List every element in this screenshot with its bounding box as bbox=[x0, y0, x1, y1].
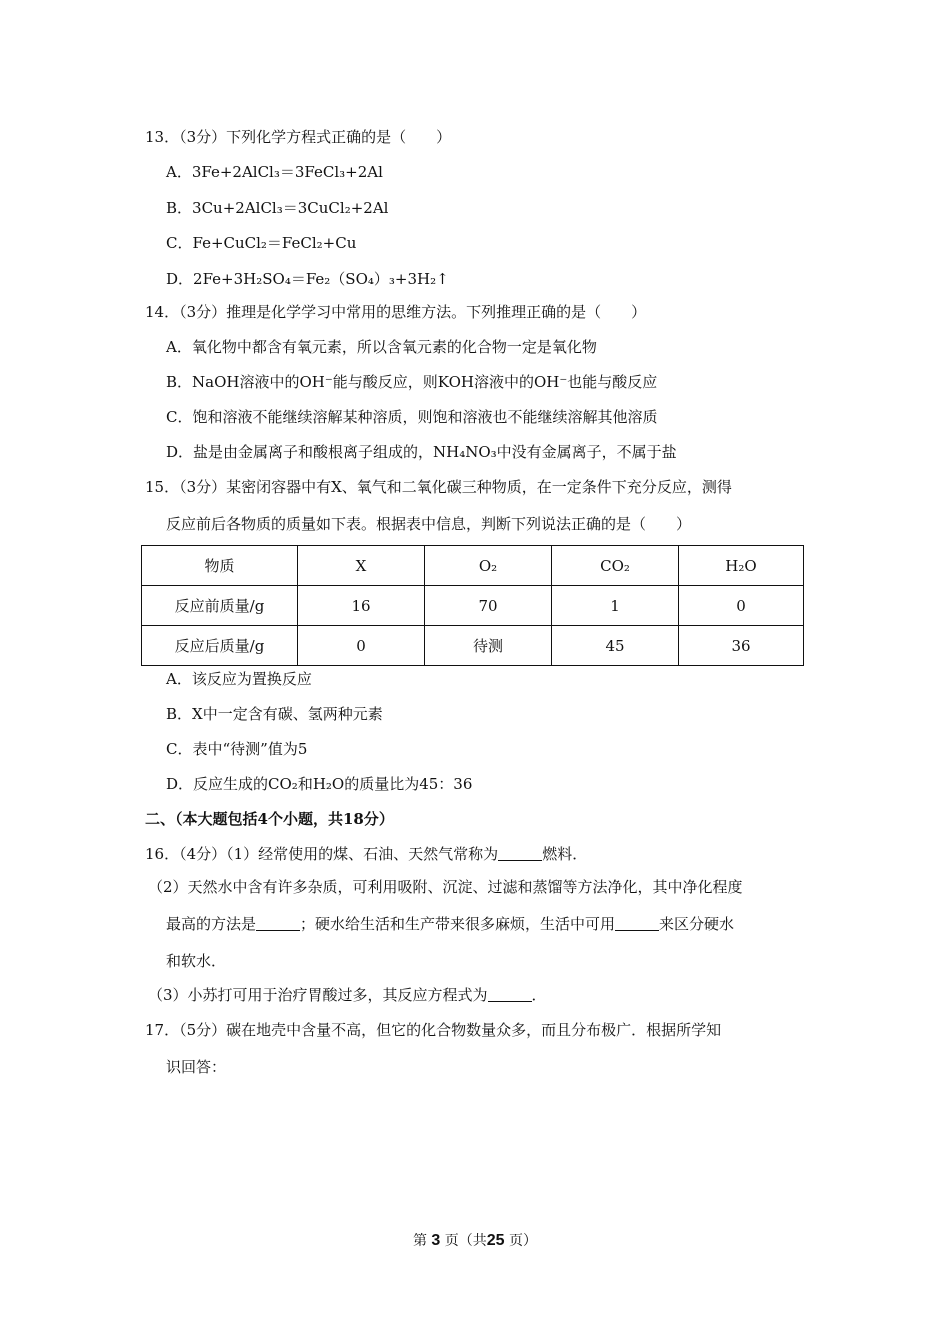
answer-blank[interactable] bbox=[615, 916, 659, 931]
table-row bbox=[142, 626, 804, 666]
table-cell: 反应后质量/g bbox=[142, 626, 298, 666]
q15-stem-line2: 反应前后各物质的质量如下表。根据表中信息，判断下列说法正确的是（ ） bbox=[166, 515, 692, 533]
table-header-cell: 物质 bbox=[142, 546, 298, 586]
answer-blank[interactable] bbox=[498, 846, 542, 861]
q13-option-c: C．Fe+CuCl₂＝FeCl₂+Cu bbox=[166, 234, 357, 252]
table-cell: 反应前质量/g bbox=[142, 586, 298, 626]
q16-text: ． bbox=[531, 986, 547, 1004]
table-cell: 待测 bbox=[425, 626, 552, 666]
q16-text: 来区分硬水 bbox=[659, 915, 735, 933]
q16-text: ；硬水给生活和生产带来很多麻烦，生活中可用 bbox=[300, 915, 616, 933]
q13-option-a: A．3Fe+2AlCl₃＝3FeCl₃+2Al bbox=[166, 163, 383, 181]
answer-blank[interactable] bbox=[256, 916, 300, 931]
q16-line4: 和软水． bbox=[166, 952, 227, 970]
table-cell: 0 bbox=[679, 586, 804, 626]
q16-line3 bbox=[166, 914, 734, 934]
q15-stem-line1: 15．（3分）某密闭容器中有X、氧气和二氧化碳三种物质，在一定条件下充分反应，测得 bbox=[145, 478, 732, 496]
q14-option-c: C．饱和溶液不能继续溶解某种溶质，则饱和溶液也不能继续溶解其他溶质 bbox=[166, 408, 658, 426]
footer-text: 页（共 bbox=[444, 1233, 487, 1249]
table-cell: 36 bbox=[679, 626, 804, 666]
q14-option-d: D．盐是由金属离子和酸根离子组成的，NH₄NO₃中没有金属离子，不属于盐 bbox=[166, 443, 677, 461]
table-header-cell: O₂ bbox=[425, 546, 552, 586]
table-cell: 0 bbox=[298, 626, 425, 666]
table-row bbox=[142, 586, 804, 626]
total-pages: 25 bbox=[486, 1232, 505, 1249]
footer-text: 页） bbox=[509, 1233, 538, 1249]
table-cell: 45 bbox=[552, 626, 679, 666]
q14-stem: 14．（3分）推理是化学学习中常用的思维方法。下列推理正确的是（ ） bbox=[145, 303, 647, 321]
q13-option-b: B．3Cu+2AlCl₃＝3CuCl₂+2Al bbox=[166, 199, 389, 217]
q16-line5 bbox=[148, 985, 547, 1005]
q16-text: 最高的方法是 bbox=[166, 915, 257, 933]
q16-text: （3）小苏打可用于治疗胃酸过多，其反应方程式为 bbox=[148, 986, 488, 1004]
table-header-row bbox=[142, 546, 804, 586]
q13-option-d: D．2Fe+3H₂SO₄＝Fe₂（SO₄）₃+3H₂↑ bbox=[166, 270, 449, 288]
q14-option-b: B．NaOH溶液中的OH⁻能与酸反应，则KOH溶液中的OH⁻也能与酸反应 bbox=[166, 373, 658, 391]
mass-table bbox=[141, 545, 804, 666]
q17-line1: 17．（5分）碳在地壳中含量不高，但它的化合物数量众多，而且分布极广．根据所学知 bbox=[145, 1021, 722, 1039]
q16-line1 bbox=[145, 844, 587, 864]
q13-stem: 13．（3分）下列化学方程式正确的是（ ） bbox=[145, 128, 452, 146]
page-number: 3 bbox=[431, 1232, 441, 1249]
table-header-cell: H₂O bbox=[679, 546, 804, 586]
q14-option-a: A．氧化物中都含有氧元素，所以含氧元素的化合物一定是氧化物 bbox=[166, 338, 597, 356]
q16-text: 16．（4分）（1）经常使用的煤、石油、天然气常称为 bbox=[145, 845, 499, 863]
section-heading: 二、（本大题包括4个小题，共18分） bbox=[145, 810, 394, 828]
q17-line2: 识回答： bbox=[166, 1058, 227, 1076]
q15-option-a: A．该反应为置换反应 bbox=[166, 670, 312, 688]
table-cell: 70 bbox=[425, 586, 552, 626]
q16-text: 燃料． bbox=[542, 845, 588, 863]
q15-option-d: D．反应生成的CO₂和H₂O的质量比为45：36 bbox=[166, 775, 473, 793]
page-footer bbox=[0, 1230, 950, 1250]
table-header-cell: CO₂ bbox=[552, 546, 679, 586]
table-cell: 1 bbox=[552, 586, 679, 626]
table-cell: 16 bbox=[298, 586, 425, 626]
q15-option-b: B．X中一定含有碳、氢两种元素 bbox=[166, 705, 383, 723]
answer-blank[interactable] bbox=[488, 987, 532, 1002]
table-header-cell: X bbox=[298, 546, 425, 586]
q16-line2: （2）天然水中含有许多杂质，可利用吸附、沉淀、过滤和蒸馏等方法净化，其中净化程度 bbox=[148, 878, 743, 896]
q15-option-c: C．表中“待测”值为5 bbox=[166, 740, 308, 758]
footer-text: 第 bbox=[412, 1233, 427, 1249]
